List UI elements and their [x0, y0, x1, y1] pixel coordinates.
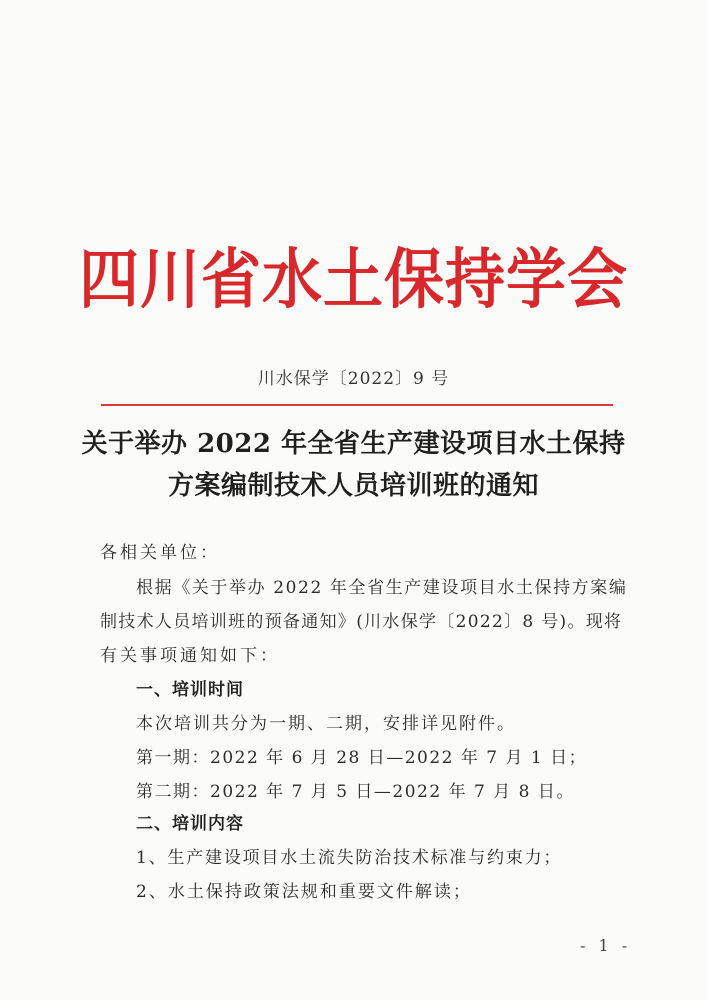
- red-divider-line: [101, 404, 613, 406]
- salutation: 各相关单位：: [100, 543, 220, 563]
- section1-line2: 第一期：2022 年 6 月 28 日—2022 年 7 月 1 日；: [136, 748, 588, 768]
- section-heading-training-content: 二、培训内容: [136, 814, 244, 834]
- section1-line1: 本次培训共分为一期、二期，安排详见附件。: [136, 714, 516, 734]
- document-number: 川水保学〔2022〕9 号: [257, 369, 450, 389]
- intro-line-2: 制技术人员培训班的预备通知》(川水保学〔2022〕8 号)。现将: [100, 612, 623, 632]
- organization-header: 四川省水土保持学会: [79, 242, 628, 318]
- section2-item2: 2、水土保持政策法规和重要文件解读；: [136, 882, 472, 902]
- page-number: - 1 -: [580, 936, 632, 955]
- section2-item1: 1、生产建设项目水土流失防治技术标准与约束力；: [136, 848, 563, 868]
- section-heading-training-time: 一、培训时间: [136, 680, 244, 700]
- intro-line-3: 有关事项通知如下：: [100, 646, 280, 666]
- intro-line-1: 根据《关于举办 2022 年全省生产建设项目水土保持方案编: [136, 578, 628, 598]
- section1-line3: 第二期：2022 年 7 月 5 日—2022 年 7 月 8 日。: [136, 782, 575, 802]
- notice-title-line2: 方案编制技术人员培训班的通知: [167, 471, 539, 501]
- notice-title-line1: 关于举办 2022 年全省生产建设项目水土保持: [81, 429, 626, 459]
